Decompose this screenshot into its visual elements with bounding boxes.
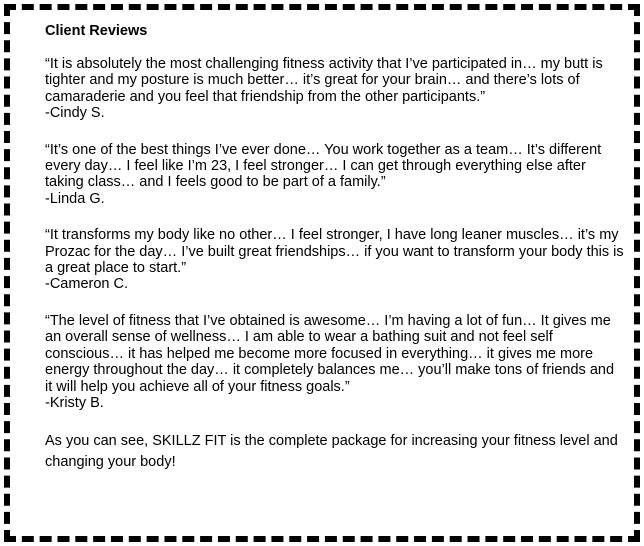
page-title: Client Reviews xyxy=(45,23,148,39)
review-item xyxy=(45,142,625,208)
review-item xyxy=(45,313,625,411)
review-quote: “It is absolutely the most challenging fitness activity that I’ve participated in… my butt is tighter and my posture is much better… it’s great for your brain… and there’s lots of camaraderie and you feel that friendship from the other participants.” xyxy=(45,56,603,105)
review-author: -Kristy B. xyxy=(45,394,104,411)
review-item xyxy=(45,56,625,122)
reviews-document xyxy=(45,22,625,473)
closing-paragraph: As you can see, SKILLZ FIT is the complete package for increasing your fitness level and changing your body! xyxy=(45,433,618,471)
review-author: -Cindy S. xyxy=(45,105,105,122)
review-author: -Cameron C. xyxy=(45,276,128,293)
review-quote: “It’s one of the best things I’ve ever done… You work together as a team… It’s different every day… I feel like I’m 23, I feel stronger… I can get through everything else after taking class… and I feels good to be part of a family.” xyxy=(45,141,602,191)
review-author: -Linda G. xyxy=(45,190,105,207)
review-quote: “The level of fitness that I’ve obtained is awesome… I’m having a lot of fun… It gives me an overall sense of wellness… I am able to wear a bathing suit and not feel self conscious… it has helped me become more focused in everything… it gives me more energy throughout the day… it completely balances me… you’ll make tons of friends and it will help you achieve all of your fitness goals.” xyxy=(45,312,615,395)
review-item xyxy=(45,227,625,293)
review-quote: “It transforms my body like no other… I feel stronger, I have long leaner muscles… it’s my Prozac for the day… I’ve built great friendships… if you want to transform your body this is a great place to start.” xyxy=(45,227,624,277)
